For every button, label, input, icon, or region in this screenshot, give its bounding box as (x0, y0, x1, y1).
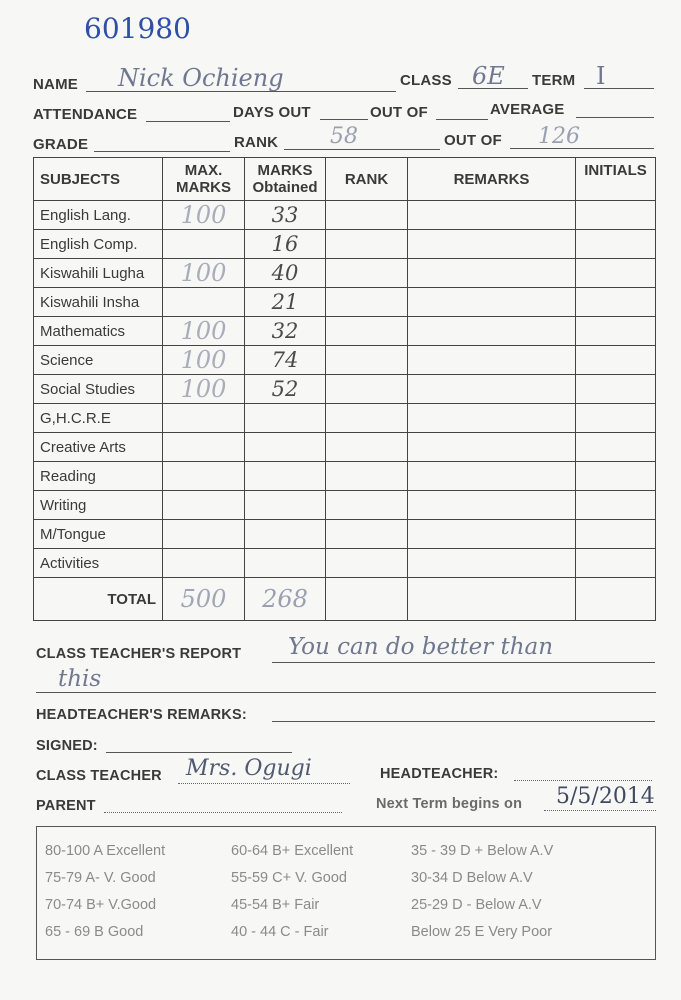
total-initials[interactable] (576, 578, 656, 621)
term-value[interactable]: I (596, 62, 606, 90)
table-row (34, 549, 656, 578)
rank-out-of-value[interactable]: 126 (538, 124, 580, 149)
legend-entry: 25-29 D - Below A.V (411, 897, 542, 913)
remarks-cell[interactable] (408, 404, 576, 433)
term-line (584, 88, 654, 89)
table-row (34, 288, 656, 317)
rank-cell[interactable] (326, 346, 408, 375)
subject-cell: Kiswahili Insha (34, 288, 163, 317)
initials-cell[interactable] (576, 259, 656, 288)
remarks-cell[interactable] (408, 491, 576, 520)
average-line (576, 117, 654, 118)
total-remarks[interactable] (408, 578, 576, 621)
remarks-cell[interactable] (408, 201, 576, 230)
table-row (34, 259, 656, 288)
marks-obtained-cell[interactable]: 32 (245, 317, 326, 346)
table-row (34, 346, 656, 375)
initials-cell[interactable] (576, 230, 656, 259)
class-teacher-report-label: CLASS TEACHER'S REPORT (36, 646, 242, 662)
rank-header: RANK (326, 158, 408, 201)
max-marks-cell[interactable] (163, 288, 245, 317)
parent-dots (104, 812, 342, 813)
subject-cell: English Lang. (34, 201, 163, 230)
class-label: CLASS (400, 72, 452, 89)
rank-cell[interactable] (326, 259, 408, 288)
rank-cell[interactable] (326, 462, 408, 491)
subject-cell: Mathematics (34, 317, 163, 346)
subjects-header: SUBJECTS (34, 158, 163, 201)
grade-line (94, 151, 230, 152)
rank-out-of-label: OUT OF (444, 132, 502, 149)
marks-obtained-cell[interactable]: 21 (245, 288, 326, 317)
table-row (34, 201, 656, 230)
remarks-cell[interactable] (408, 433, 576, 462)
table-header-row (34, 158, 656, 201)
student-name[interactable]: Nick Ochieng (118, 64, 284, 92)
signed-label: SIGNED: (36, 738, 98, 754)
max-marks-cell[interactable] (163, 404, 245, 433)
table-row (34, 317, 656, 346)
remarks-cell[interactable] (408, 375, 576, 404)
marks-obtained-cell[interactable] (245, 520, 326, 549)
marks-table (33, 157, 656, 621)
legend-entry: 30-34 D Below A.V (411, 870, 533, 886)
subject-cell: English Comp. (34, 230, 163, 259)
max-marks-cell[interactable]: 100 (163, 346, 245, 375)
rank-cell[interactable] (326, 288, 408, 317)
days-out-line (320, 119, 368, 120)
remarks-cell[interactable] (408, 346, 576, 375)
headteacher-remarks-line (272, 721, 655, 722)
class-value[interactable]: 6E (472, 62, 505, 90)
table-row (34, 404, 656, 433)
rank-cell[interactable] (326, 520, 408, 549)
marks-obtained-cell[interactable] (245, 491, 326, 520)
table-row (34, 433, 656, 462)
subject-cell: Writing (34, 491, 163, 520)
rank-value[interactable]: 58 (330, 124, 358, 149)
initials-cell[interactable] (576, 375, 656, 404)
max-marks-cell[interactable]: 100 (163, 317, 245, 346)
class-teacher-report-line1 (272, 662, 655, 663)
table-row (34, 230, 656, 259)
max-marks-cell[interactable]: 100 (163, 259, 245, 288)
rank-out-of-line (510, 148, 654, 149)
max-marks-cell[interactable] (163, 462, 245, 491)
rank-label: RANK (234, 134, 279, 151)
class-teacher-report-line2 (36, 692, 656, 693)
marks-obtained-cell[interactable]: 16 (245, 230, 326, 259)
legend-entry: Below 25 E Very Poor (411, 924, 553, 940)
headteacher-dots (514, 780, 652, 781)
initials-cell[interactable] (576, 317, 656, 346)
legend-entry: 60-64 B+ Excellent (231, 843, 354, 859)
headteacher-label: HEADTEACHER: (380, 766, 499, 782)
marks-obtained-cell[interactable] (245, 433, 326, 462)
subject-cell: Reading (34, 462, 163, 491)
initials-cell[interactable] (576, 404, 656, 433)
rank-cell[interactable] (326, 549, 408, 578)
max-marks-cell[interactable] (163, 549, 245, 578)
remarks-cell[interactable] (408, 462, 576, 491)
initials-header: INITIALS (576, 158, 656, 201)
subject-cell: M/Tongue (34, 520, 163, 549)
subject-cell: Science (34, 346, 163, 375)
term-label: TERM (532, 72, 576, 89)
initials-cell[interactable] (576, 433, 656, 462)
max-marks-cell[interactable]: 100 (163, 201, 245, 230)
initials-cell[interactable] (576, 520, 656, 549)
marks-obtained-cell[interactable]: 33 (245, 201, 326, 230)
max-marks-header: MAX. MARKS (163, 158, 245, 201)
out-of-line (436, 119, 488, 120)
rank-cell[interactable] (326, 317, 408, 346)
next-term-date[interactable]: 5/5/2014 (556, 784, 655, 809)
marks-obtained-cell[interactable] (245, 549, 326, 578)
document-number: 601980 (84, 12, 191, 45)
remarks-cell[interactable] (408, 288, 576, 317)
table-row (34, 520, 656, 549)
class-teacher-name[interactable]: Mrs. Ogugi (186, 756, 312, 781)
class-teacher-report-text2[interactable]: this (58, 666, 102, 692)
rank-cell[interactable] (326, 491, 408, 520)
legend-entry: 35 - 39 D + Below A.V (411, 843, 554, 859)
remarks-cell[interactable] (408, 230, 576, 259)
total-obtained[interactable]: 268 (245, 578, 326, 621)
attendance-line (146, 121, 230, 122)
rank-line (284, 149, 440, 150)
subject-cell: Creative Arts (34, 433, 163, 462)
headteacher-remarks-label: HEADTEACHER'S REMARKS: (36, 707, 247, 723)
marks-obtained-cell[interactable]: 52 (245, 375, 326, 404)
initials-cell[interactable] (576, 491, 656, 520)
max-marks-cell[interactable] (163, 520, 245, 549)
total-rank[interactable] (326, 578, 408, 621)
signed-line (106, 752, 292, 753)
max-marks-cell[interactable] (163, 433, 245, 462)
rank-cell[interactable] (326, 404, 408, 433)
initials-cell[interactable] (576, 462, 656, 491)
out-of-label: OUT OF (370, 104, 428, 121)
average-label: AVERAGE (490, 101, 565, 118)
table-row (34, 375, 656, 404)
marks-obtained-cell[interactable] (245, 462, 326, 491)
marks-obtained-header: MARKS Obtained (245, 158, 326, 201)
legend-entry: 75-79 A- V. Good (45, 870, 156, 886)
rank-cell[interactable] (326, 375, 408, 404)
rank-cell[interactable] (326, 230, 408, 259)
attendance-label: ATTENDANCE (33, 106, 138, 123)
marks-obtained-cell[interactable]: 40 (245, 259, 326, 288)
marks-obtained-cell[interactable]: 74 (245, 346, 326, 375)
legend-entry: 65 - 69 B Good (45, 924, 144, 940)
subject-cell: G,H.C.R.E (34, 404, 163, 433)
max-marks-cell[interactable] (163, 230, 245, 259)
class-teacher-label: CLASS TEACHER (36, 768, 162, 784)
initials-cell[interactable] (576, 346, 656, 375)
class-teacher-dots (178, 783, 350, 784)
initials-cell[interactable] (576, 288, 656, 317)
table-row (34, 462, 656, 491)
rank-cell[interactable] (326, 433, 408, 462)
class-teacher-report-text1[interactable]: You can do better than (288, 634, 554, 660)
legend-entry: 55-59 C+ V. Good (231, 870, 347, 886)
max-marks-cell[interactable]: 100 (163, 375, 245, 404)
subject-cell: Kiswahili Lugha (34, 259, 163, 288)
table-row (34, 491, 656, 520)
remarks-header: REMARKS (408, 158, 576, 201)
next-term-dots (544, 810, 656, 811)
remarks-cell[interactable] (408, 259, 576, 288)
grading-legend (36, 826, 656, 960)
total-label: TOTAL (34, 578, 163, 621)
remarks-cell[interactable] (408, 520, 576, 549)
subject-cell: Activities (34, 549, 163, 578)
grade-label: GRADE (33, 136, 89, 153)
max-marks-cell[interactable] (163, 491, 245, 520)
remarks-cell[interactable] (408, 549, 576, 578)
days-out-label: DAYS OUT (233, 104, 311, 121)
legend-entry: 40 - 44 C - Fair (231, 924, 329, 940)
marks-obtained-cell[interactable] (245, 404, 326, 433)
rank-cell[interactable] (326, 201, 408, 230)
next-term-label: Next Term begins on (376, 796, 523, 812)
remarks-cell[interactable] (408, 317, 576, 346)
name-label: NAME (33, 76, 78, 93)
initials-cell[interactable] (576, 549, 656, 578)
subject-cell: Social Studies (34, 375, 163, 404)
legend-entry: 45-54 B+ Fair (231, 897, 320, 913)
legend-entry: 80-100 A Excellent (45, 843, 166, 859)
parent-label: PARENT (36, 798, 96, 814)
total-row (34, 578, 656, 621)
initials-cell[interactable] (576, 201, 656, 230)
legend-entry: 70-74 B+ V.Good (45, 897, 157, 913)
total-max[interactable]: 500 (163, 578, 245, 621)
